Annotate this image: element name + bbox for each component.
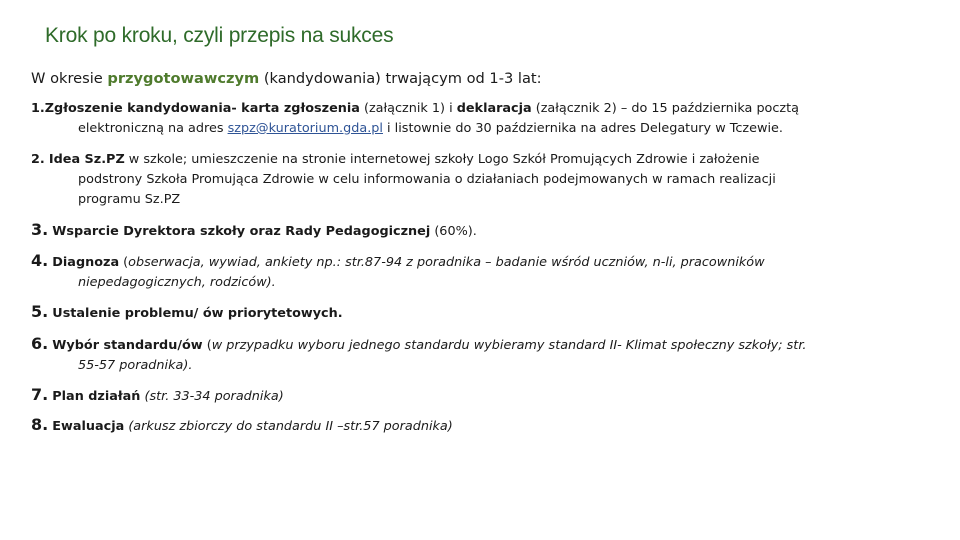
list-item-7 xyxy=(31,385,911,407)
item-text: (60%). xyxy=(430,224,477,239)
item-number: 1. xyxy=(31,101,45,116)
intro-text-before: W okresie xyxy=(31,70,108,87)
item-bold: Wsparcie Dyrektora szkoły oraz Rady Pedagogicznej xyxy=(52,224,431,239)
item-number: 8. xyxy=(31,415,49,434)
list-item-4 xyxy=(31,251,911,293)
item-continuation: podstrony Szkoła Promująca Zdrowie w celu informowania o działaniach podejmowanych w ramach realizacji xyxy=(78,172,776,187)
item-text-4: i listownie do 30 października na adres Delegatury w Tczewie. xyxy=(382,121,783,136)
slide-title: Krok po kroku, czyli przepis na sukces xyxy=(45,24,394,47)
item-number: 6. xyxy=(31,334,49,353)
list-item-5 xyxy=(31,302,911,324)
item-continuation: 55-57 poradnika). xyxy=(78,358,193,373)
item-number: 3. xyxy=(31,220,49,239)
item-italic: (str. 33-34 poradnika) xyxy=(140,389,284,404)
item-continuation-2: programu Sz.PZ xyxy=(78,192,181,207)
item-text-3: elektroniczną na adres xyxy=(78,121,228,136)
item-bold: Diagnoza xyxy=(52,255,120,270)
item-bold: Plan działań xyxy=(52,389,141,404)
item-italic: obserwacja, wywiad, ankiety np.: str.87-94 z poradnika – badanie wśród uczniów, n-li, pracowników xyxy=(128,255,765,270)
item-bold: Ewaluacja xyxy=(52,419,125,434)
list-item-1 xyxy=(31,99,911,139)
list-item-2 xyxy=(31,150,911,210)
item-number: 4. xyxy=(31,251,49,270)
email-link[interactable]: szpz@kuratorium.gda.pl xyxy=(227,121,383,136)
item-text: ( xyxy=(119,255,129,270)
list-item-3 xyxy=(31,220,911,242)
intro-line xyxy=(31,70,542,87)
item-number: 7. xyxy=(31,385,49,404)
intro-highlight: przygotowawczym xyxy=(107,70,260,87)
item-text: w szkole; umieszczenie na stronie internetowej szkoły Logo Szkół Promujących Zdrowie i założenie xyxy=(124,152,760,167)
item-continuation xyxy=(31,119,911,139)
item-bold: Ustalenie problemu/ ów priorytetowych. xyxy=(52,306,343,321)
item-text: ( xyxy=(202,338,212,353)
item-italic: (arkusz zbiorczy do standardu II –str.57 poradnika) xyxy=(124,419,453,434)
list-item-8 xyxy=(31,415,911,437)
item-bold: Zgłoszenie kandydowania- karta zgłoszenia xyxy=(44,101,360,116)
item-text: (załącznik 1) i xyxy=(359,101,457,116)
list-item-6 xyxy=(31,334,911,376)
item-number: 2. xyxy=(31,152,45,167)
item-bold-2: deklaracja xyxy=(456,101,532,116)
item-bold: Wybór standardu/ów xyxy=(52,338,203,353)
item-italic: w przypadku wyboru jednego standardu wybieramy standard II- Klimat społeczny szkoły; str. xyxy=(211,338,807,353)
item-continuation: niepedagogicznych, rodziców). xyxy=(78,275,276,290)
item-number: 5. xyxy=(31,302,49,321)
intro-text-after: (kandydowania) trwającym od 1-3 lat: xyxy=(259,70,542,87)
item-bold: Idea Sz.PZ xyxy=(48,152,125,167)
item-text-2: (załącznik 2) – do 15 października pocztą xyxy=(531,101,800,116)
